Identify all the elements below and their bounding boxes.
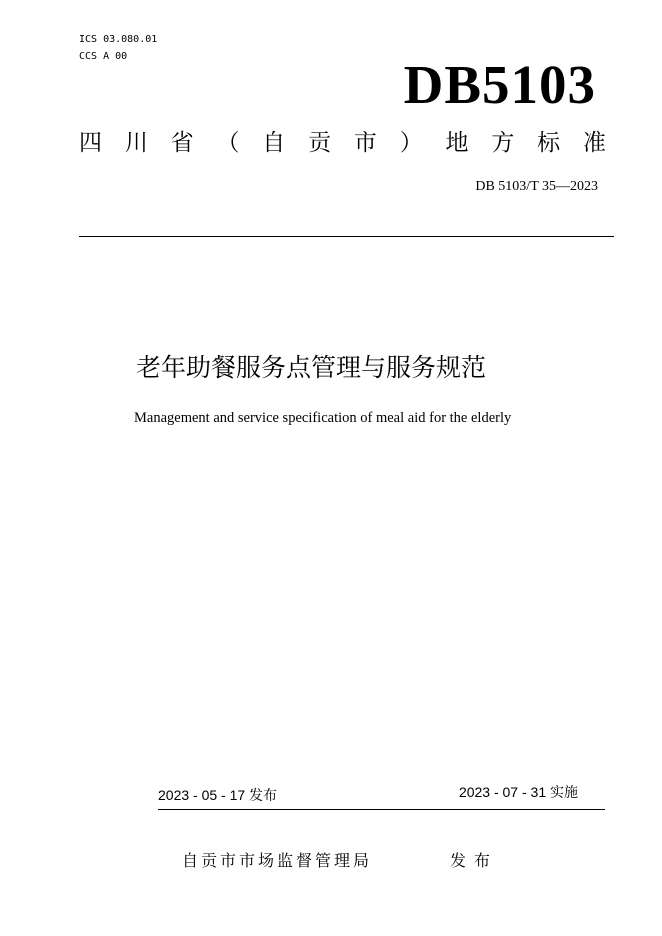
standard-type-char: 方 [491, 130, 515, 156]
standard-type-char: 自 [262, 130, 286, 156]
issue-date: 2023 - 05 - 17 发布 [158, 787, 278, 803]
standard-type [79, 128, 606, 158]
title-english: Management and service specification of meal aid for the elderly [134, 410, 512, 426]
title-chinese: 老年助餐服务点管理与服务规范 [136, 353, 487, 382]
standard-type-char: ） [399, 130, 423, 156]
issue-label: 发布 [450, 851, 499, 870]
ics-code: ICS 03.080.01 [79, 34, 158, 45]
standard-type-char: 市 [353, 130, 377, 156]
footer-divider [158, 809, 605, 810]
standard-type-char: 标 [537, 130, 561, 156]
standard-type-char: （ [216, 130, 240, 156]
standard-type-char: 准 [582, 130, 606, 156]
issuing-authority: 自贡市市场监督管理局 [182, 851, 373, 870]
implement-date: 2023 - 07 - 31 实施 [458, 784, 578, 800]
standard-type-char: 地 [445, 130, 469, 156]
standard-type-char: 省 [170, 130, 194, 156]
standard-type-char: 贡 [308, 130, 332, 156]
ccs-code: CCS A 00 [79, 51, 128, 62]
standard-type-char: 川 [124, 130, 148, 156]
header-divider [79, 236, 614, 237]
standard-number: DB 5103/T 35—2023 [475, 179, 598, 194]
standard-code: DB5103 [403, 54, 596, 115]
standard-type-char: 四 [79, 130, 102, 156]
